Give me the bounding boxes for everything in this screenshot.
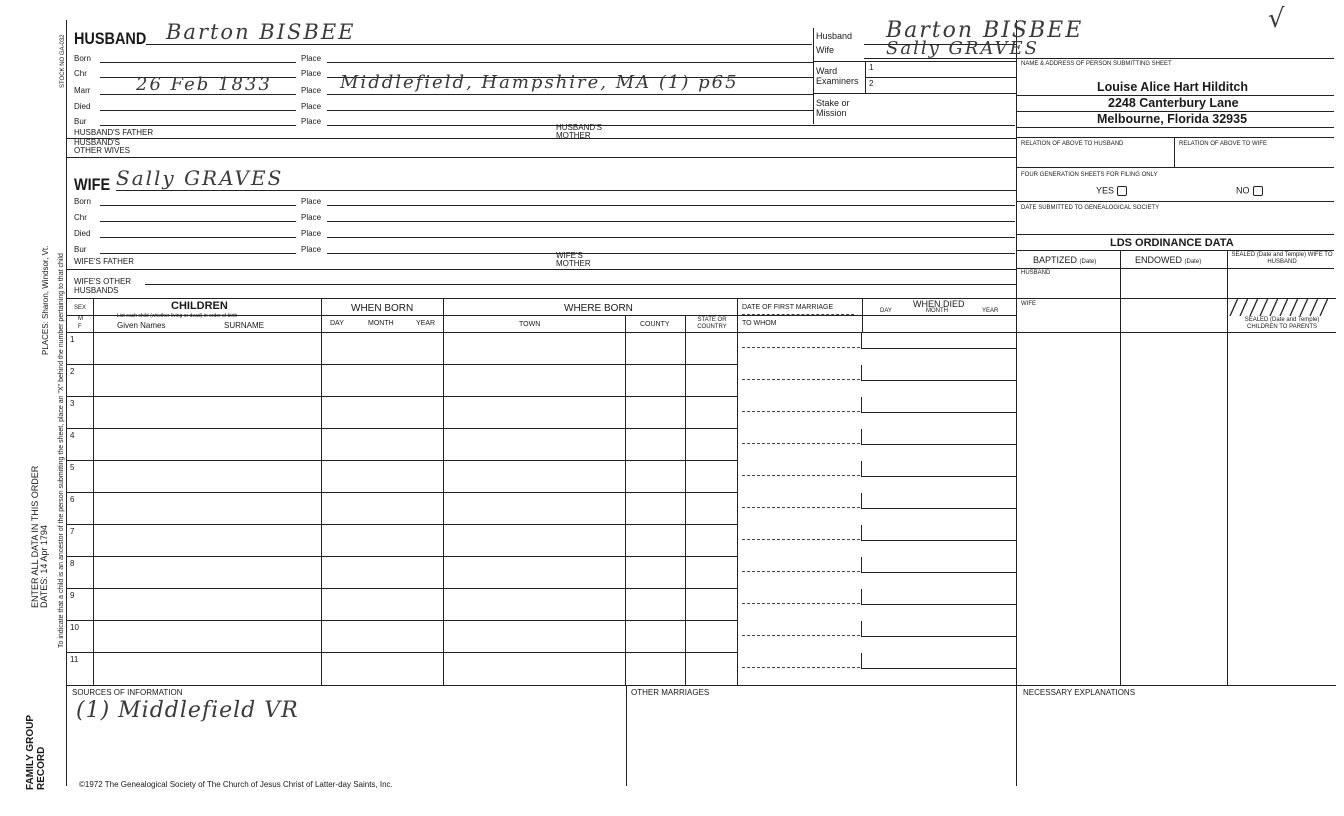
husband-bur-label: Bur <box>74 117 87 126</box>
child-row-number: 10 <box>70 623 79 632</box>
child-row-divider <box>66 396 737 397</box>
death-date-box[interactable] <box>861 589 1016 605</box>
header-husband-label: Husband <box>816 31 853 41</box>
header-wife-value: Sally GRAVES <box>886 38 1039 59</box>
examiner-2: 2 <box>869 79 874 88</box>
born-month-label: MONTH <box>368 320 394 327</box>
death-date-box[interactable] <box>861 653 1016 669</box>
died-month-label: MONTH <box>926 308 948 314</box>
four-generation-label: FOUR GENERATION SHEETS FOR FILING ONLY <box>1021 172 1158 178</box>
wifes-other-husbands-label: WIFE'S OTHER HUSBANDS <box>74 277 132 295</box>
child-row-number: 11 <box>70 655 79 664</box>
husband-died-label: Died <box>74 102 91 111</box>
husband-chr-label: Chr <box>74 69 87 78</box>
child-row-number: 2 <box>70 367 75 376</box>
children-title: CHILDREN <box>171 300 228 312</box>
relation-husband-label: RELATION OF ABOVE TO HUSBAND <box>1021 141 1124 147</box>
wife-label: WIFE <box>74 175 111 194</box>
children-subtitle: List each child (whether living or dead) in order of birth <box>117 313 238 319</box>
husbands-mother-label: HUSBAND'S MOTHER <box>556 123 602 140</box>
children-bottom-rule <box>66 685 1336 686</box>
hatched-cell <box>1228 298 1334 316</box>
marriage-date-line <box>742 475 860 476</box>
child-row-number: 6 <box>70 495 75 504</box>
sex-m: M <box>78 316 83 322</box>
stock-number: STOCK NO GA-032 <box>60 34 66 88</box>
wifes-father-label: WIFE'S FATHER <box>74 257 135 266</box>
death-date-box[interactable] <box>861 525 1016 541</box>
death-date-box[interactable] <box>861 461 1016 477</box>
lds-sealed-children: SEALED (Date and Temple) CHILDREN TO PARENTS <box>1244 317 1320 330</box>
husband-marr-date: 26 Feb 1833 <box>136 74 272 95</box>
yes-checkbox[interactable] <box>1117 186 1127 196</box>
explanations-label: NECESSARY EXPLANATIONS <box>1023 688 1136 697</box>
husband-label: HUSBAND <box>74 29 147 48</box>
death-date-box[interactable] <box>861 397 1016 413</box>
child-row-divider <box>66 652 737 653</box>
mission-label: Mission <box>816 108 847 118</box>
when-died-label: WHEN DIED <box>913 299 965 309</box>
place-label: Place <box>301 102 322 111</box>
lds-title: LDS ORDINANCE DATA <box>1110 237 1234 249</box>
husband-name: Barton BISBEE <box>166 20 356 44</box>
state-country-label: STATE OR COUNTRY <box>697 317 727 330</box>
town-label: TOWN <box>519 321 541 328</box>
wifes-mother-label: WIFE'S MOTHER <box>556 251 591 268</box>
submitter-label: NAME & ADDRESS OF PERSON SUBMITTING SHEET <box>1021 61 1172 67</box>
sources-value: (1) Middlefield VR <box>76 698 299 723</box>
place-label: Place <box>301 213 322 222</box>
children-top-rule <box>66 298 1336 299</box>
marriage-date-line <box>742 667 860 668</box>
lds-sealed-wife: SEALED (Date and Temple) WIFE TO HUSBAND <box>1231 252 1333 265</box>
died-day-label: DAY <box>880 308 892 314</box>
marriage-date-line <box>742 411 860 412</box>
death-date-box[interactable] <box>861 493 1016 509</box>
child-row-divider <box>66 428 737 429</box>
left-rule <box>66 20 67 786</box>
date-submitted-label: DATE SUBMITTED TO GENEALOGICAL SOCIETY <box>1021 205 1160 211</box>
death-date-box[interactable] <box>861 557 1016 573</box>
marriage-date-line <box>742 539 860 540</box>
place-label: Place <box>301 229 322 238</box>
child-row-number: 7 <box>70 527 75 536</box>
relation-wife-label: RELATION OF ABOVE TO WIFE <box>1179 141 1268 147</box>
wife-bur-label: Bur <box>74 245 87 254</box>
marriage-date-line <box>742 571 860 572</box>
born-year-label: YEAR <box>416 320 436 327</box>
four-gen-no[interactable]: NO <box>1236 186 1263 196</box>
place-label: Place <box>301 69 322 78</box>
husband-born-label: Born <box>74 54 91 63</box>
child-row-number: 3 <box>70 399 75 408</box>
right-panel-rule <box>1016 20 1017 786</box>
death-date-box[interactable] <box>861 621 1016 637</box>
marriage-date-line <box>742 443 860 444</box>
indicate-note: To indicate that a child is an ancestor of the person submitting the sheet, place an "X" behind the number pertaining to that child <box>58 253 65 648</box>
child-row-number: 8 <box>70 559 75 568</box>
child-row-divider <box>66 556 737 557</box>
county-label: COUNTY <box>640 321 670 328</box>
sex-label: SEX <box>74 305 87 311</box>
sources-label: SOURCES OF INFORMATION <box>72 688 183 697</box>
examiners-label: Examiners <box>816 76 859 86</box>
marriage-date-line <box>742 379 860 380</box>
wife-chr-label: Chr <box>74 213 87 222</box>
place-label: Place <box>301 245 322 254</box>
to-whom-label: TO WHOM <box>742 320 777 327</box>
marriage-date-line <box>742 507 860 508</box>
died-year-label: YEAR <box>982 308 999 314</box>
place-label: Place <box>301 54 322 63</box>
lds-endowed: ENDOWED (Date) <box>1135 255 1202 265</box>
footer-divider <box>626 685 627 786</box>
marriage-date-line <box>742 347 860 348</box>
lds-baptized: BAPTIZED (Date) <box>1033 255 1097 265</box>
death-date-box[interactable] <box>861 429 1016 445</box>
child-row-number: 1 <box>70 335 75 344</box>
when-born-label: WHEN BORN <box>351 303 414 314</box>
form-title-side: FAMILY GROUP RECORD <box>25 715 47 790</box>
copyright: ©1972 The Genealogical Society of The Church of Jesus Christ of Latter-day Saints, Inc. <box>79 780 393 789</box>
submitter-city: Melbourne, Florida 32935 <box>1097 112 1248 126</box>
enter-all-note: ENTER ALL DATA IN THIS ORDER <box>30 465 40 608</box>
lds-wife-label: WIFE <box>1021 301 1036 307</box>
places-note: PLACES: Sharon, Windsor, Vt. <box>41 245 50 355</box>
death-date-box[interactable] <box>861 333 1016 349</box>
four-gen-yes[interactable]: YES <box>1096 186 1127 196</box>
header-husband-value: Barton BISBEE <box>886 18 1084 43</box>
sex-f: F <box>78 324 82 330</box>
wife-born-label: Born <box>74 197 91 206</box>
stake-label: Stake or <box>816 98 850 108</box>
place-label: Place <box>301 117 322 126</box>
header-wife-label: Wife <box>816 45 834 55</box>
child-row-divider <box>66 492 737 493</box>
wife-died-label: Died <box>74 229 91 238</box>
dates-example: DATES: 14 Apr 1794 <box>39 525 49 608</box>
child-row-divider <box>66 364 737 365</box>
place-label: Place <box>301 86 322 95</box>
husbands-father-label: HUSBAND'S FATHER <box>74 128 154 137</box>
husbands-other-wives-label: HUSBAND'S OTHER WIVES <box>74 138 131 155</box>
husband-marr-place: Middlefield, Hampshire, MA (1) p65 <box>340 72 739 93</box>
born-day-label: DAY <box>330 320 344 327</box>
child-row-divider <box>66 588 737 589</box>
submitter-street: 2248 Canterbury Lane <box>1108 96 1239 110</box>
lds-husband-label: HUSBAND <box>1021 270 1051 276</box>
marriage-date-line <box>742 635 860 636</box>
given-names-label: Given Names <box>117 321 166 330</box>
submitter-name: Louise Alice Hart Hilditch <box>1097 80 1248 94</box>
child-row-divider <box>66 524 737 525</box>
check-mark: √ <box>1268 4 1285 34</box>
death-date-box[interactable] <box>861 365 1016 381</box>
child-row-number: 4 <box>70 431 75 440</box>
child-row-number: 5 <box>70 463 75 472</box>
wife-name: Sally GRAVES <box>116 166 284 190</box>
other-marriages-label: OTHER MARRIAGES <box>631 688 710 697</box>
child-row-divider <box>66 620 737 621</box>
ward-label: Ward <box>816 66 838 76</box>
husband-marr-label: Marr <box>74 86 91 95</box>
child-row-divider <box>66 460 737 461</box>
first-marriage-label: DATE OF FIRST MARRIAGE <box>742 304 834 311</box>
place-label: Place <box>301 197 322 206</box>
examiner-1: 1 <box>869 63 874 72</box>
surname-label: SURNAME <box>224 321 265 330</box>
where-born-label: WHERE BORN <box>564 303 633 314</box>
marriage-date-line <box>742 603 860 604</box>
no-checkbox[interactable] <box>1253 186 1263 196</box>
child-row-number: 9 <box>70 591 75 600</box>
